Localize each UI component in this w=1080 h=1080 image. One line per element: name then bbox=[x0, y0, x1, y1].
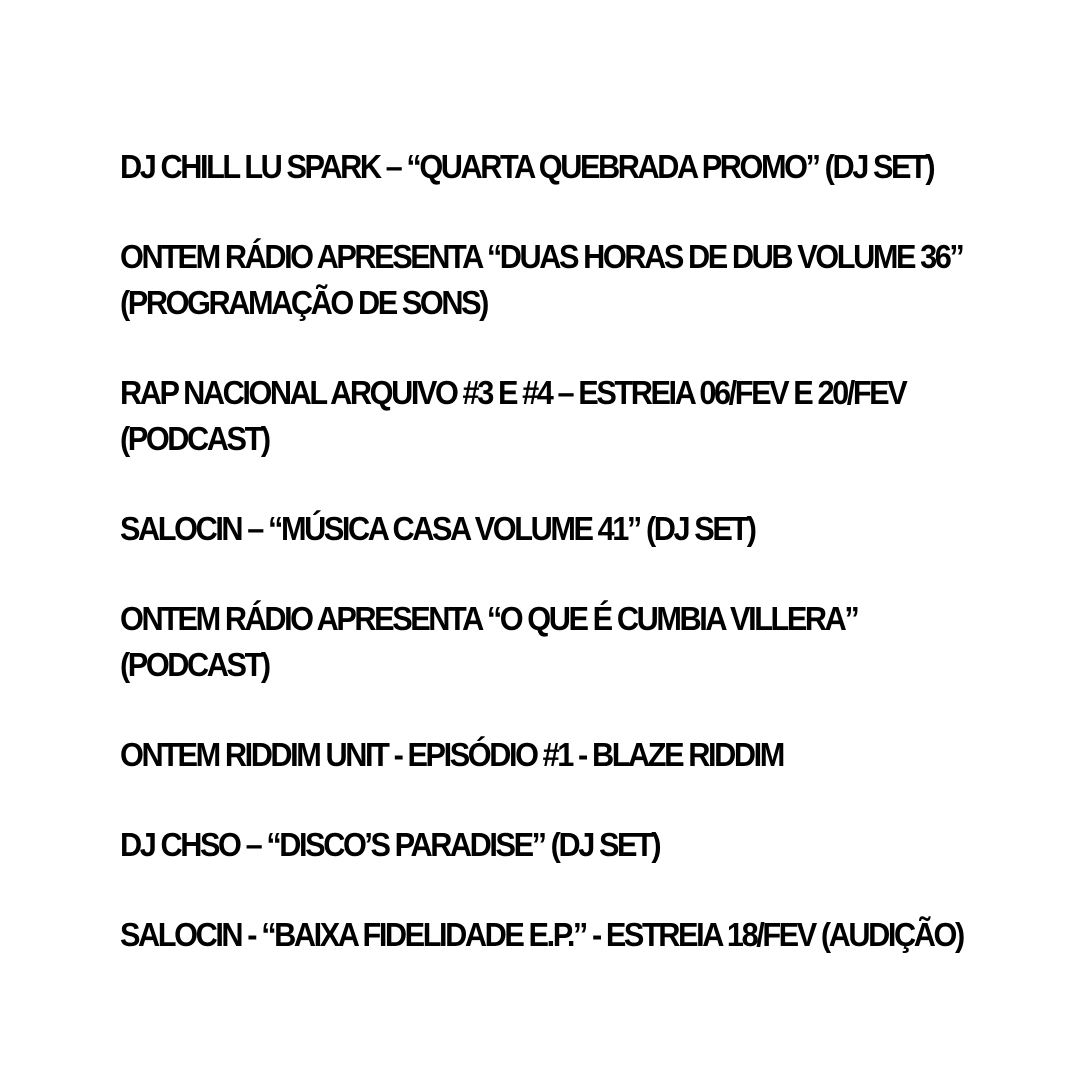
program-item-rap-nacional-arquivo: RAP NACIONAL ARQUIVO #3 E #4 – ESTREIA 06/FEV E 20/FEV (PODCAST) bbox=[120, 374, 906, 457]
program-item-ontem-riddim-unit: ONTEM RIDDIM UNIT - EPISÓDIO #1 - BLAZE RIDDIM bbox=[120, 736, 783, 773]
program-item-discos-paradise: DJ CHSO – “DISCO’S PARADISE” (DJ SET) bbox=[120, 826, 660, 863]
program-item-musica-casa: SALOCIN – “MÚSICA CASA VOLUME 41” (DJ SET) bbox=[120, 510, 755, 547]
program-item-baixa-fidelidade: SALOCIN - “BAIXA FIDELIDADE E.P.” - ESTREIA 18/FEV (AUDIÇÃO) bbox=[120, 916, 963, 953]
program-item-cumbia-villera: ONTEM RÁDIO APRESENTA “O QUE É CUMBIA VILLERA” (PODCAST) bbox=[120, 600, 858, 683]
program-list bbox=[120, 144, 1050, 1002]
program-item-duas-horas-de-dub: ONTEM RÁDIO APRESENTA “DUAS HORAS DE DUB VOLUME 36” (PROGRAMAÇÃO DE SONS) bbox=[120, 238, 963, 321]
program-item-dj-chill-lu-spark: DJ CHILL LU SPARK – “QUARTA QUEBRADA PROMO” (DJ SET) bbox=[120, 148, 934, 185]
